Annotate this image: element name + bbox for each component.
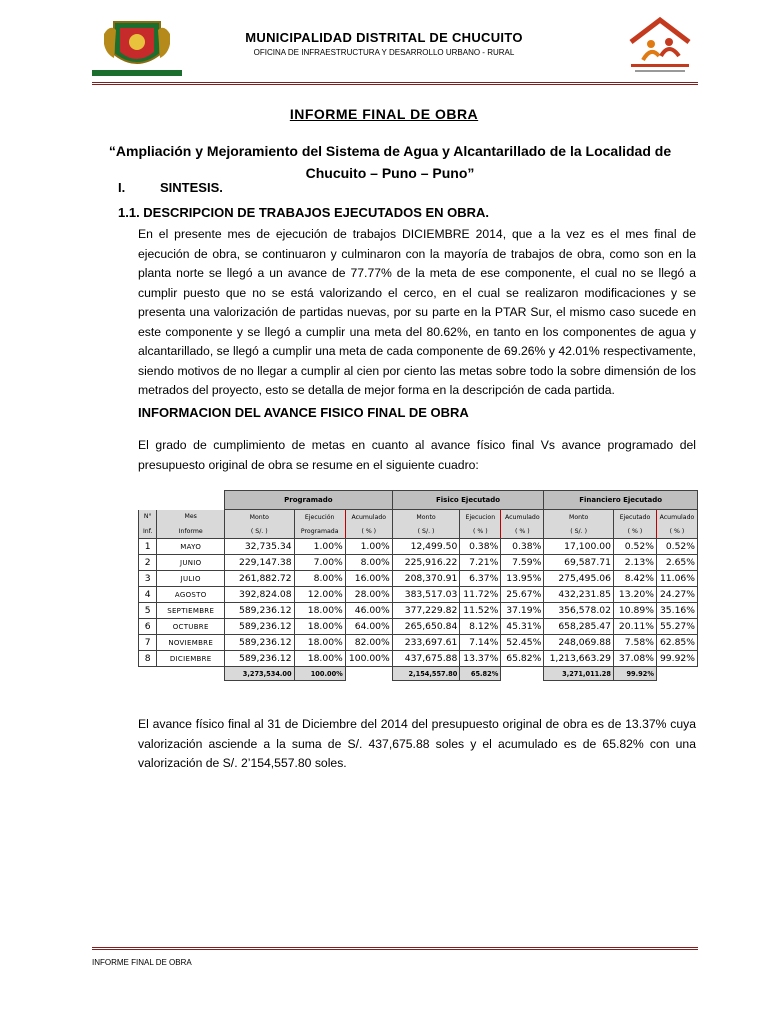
cell-na: 2.65% [656, 555, 697, 571]
cell-ne: 2.13% [613, 555, 656, 571]
cell-pm: 229,147.38 [224, 555, 294, 571]
col-f-monto: Monto [392, 510, 460, 525]
cell-mes: DICIEMBRE [157, 651, 225, 667]
cell-na: 11.06% [656, 571, 697, 587]
col-f-acum-sub: ( % ) [501, 524, 544, 539]
cell-pe: 12.00% [294, 587, 345, 603]
cell-pa: 82.00% [345, 635, 392, 651]
group-programado: Programado [224, 491, 392, 510]
cell-nm: 69,587.71 [544, 555, 614, 571]
cell-pa: 100.00% [345, 651, 392, 667]
cell-fa: 25.67% [501, 587, 544, 603]
cell-na: 0.52% [656, 539, 697, 555]
cell-pa: 46.00% [345, 603, 392, 619]
cell-nm: 1,213,663.29 [544, 651, 614, 667]
total-fisico-monto: 2,154,557.80 [392, 667, 460, 681]
cell-fm: 437,675.88 [392, 651, 460, 667]
cell-pe: 1.00% [294, 539, 345, 555]
cell-fm: 265,650.84 [392, 619, 460, 635]
header-divider [92, 82, 698, 85]
col-n-monto-sub: ( S/. ) [544, 524, 614, 539]
col-f-acum: Acumulado [501, 510, 544, 525]
cell-na: 62.85% [656, 635, 697, 651]
cell-n: 2 [139, 555, 157, 571]
totals-gap [501, 667, 544, 681]
cell-na: 35.16% [656, 603, 697, 619]
totals-row [139, 667, 698, 681]
col-n-acum: Acumulado [656, 510, 697, 525]
cell-n: 5 [139, 603, 157, 619]
col-n-acum-sub: ( % ) [656, 524, 697, 539]
cell-nm: 432,231.85 [544, 587, 614, 603]
cell-fe: 6.37% [460, 571, 501, 587]
cell-fa: 45.31% [501, 619, 544, 635]
total-programado-monto: 3,273,534.00 [224, 667, 294, 681]
cell-na: 99.92% [656, 651, 697, 667]
total-financiero-monto: 3,271,011.28 [544, 667, 614, 681]
cell-fe: 7.21% [460, 555, 501, 571]
cell-fa: 52.45% [501, 635, 544, 651]
cell-fe: 8.12% [460, 619, 501, 635]
cell-pm: 589,236.12 [224, 635, 294, 651]
cell-ne: 7.58% [613, 635, 656, 651]
table-row [139, 619, 698, 635]
total-programado-pct: 100.00% [294, 667, 345, 681]
cell-fa: 13.95% [501, 571, 544, 587]
table-row [139, 587, 698, 603]
col-p-acum-sub: ( % ) [345, 524, 392, 539]
cell-n: 7 [139, 635, 157, 651]
cell-mes: JULIO [157, 571, 225, 587]
subheading-avance: INFORMACION DEL AVANCE FISICO FINAL DE OBRA [138, 405, 469, 420]
cell-ne: 0.52% [613, 539, 656, 555]
cell-mes: SEPTIEMBRE [157, 603, 225, 619]
totals-gap [345, 667, 392, 681]
cell-ne: 10.89% [613, 603, 656, 619]
col-p-monto-sub: ( S/. ) [224, 524, 294, 539]
cell-pm: 261,882.72 [224, 571, 294, 587]
cell-ne: 20.11% [613, 619, 656, 635]
col-f-ejec: Ejecucion [460, 510, 501, 525]
table-row [139, 539, 698, 555]
cell-pa: 8.00% [345, 555, 392, 571]
cell-n: 4 [139, 587, 157, 603]
footer-text: INFORME FINAL DE OBRA [92, 958, 192, 967]
subsection-title: 1.1. DESCRIPCION DE TRABAJOS EJECUTADOS EN OBRA. [118, 205, 490, 220]
cell-ne: 8.42% [613, 571, 656, 587]
table-corner [139, 491, 225, 510]
cell-fm: 377,229.82 [392, 603, 460, 619]
project-title: “Ampliación y Mejoramiento del Sistema de Agua y Alcantarillado de la Localidad de Chucuito – Puno – Puno” [108, 143, 672, 181]
table-row [139, 651, 698, 667]
municipality-logo [92, 14, 182, 78]
col-p-monto: Monto [224, 510, 294, 525]
col-n-monto: Monto [544, 510, 614, 525]
paragraph-summary: El avance físico final al 31 de Diciembre del 2014 del presupuesto original de obra es de 13.37% cuya valorización asciende a la suma de S/. 437,675.88 soles y el acumulado es de 65.82% con una valorización de S/. 2’154,557.80 soles. [138, 717, 696, 770]
cell-fe: 11.52% [460, 603, 501, 619]
section-number: I. [118, 180, 126, 195]
cell-pe: 8.00% [294, 571, 345, 587]
cell-fa: 37.19% [501, 603, 544, 619]
cell-pa: 28.00% [345, 587, 392, 603]
cell-pe: 18.00% [294, 635, 345, 651]
cell-nm: 17,100.00 [544, 539, 614, 555]
cell-nm: 658,285.47 [544, 619, 614, 635]
cell-fa: 0.38% [501, 539, 544, 555]
municipality-name: MUNICIPALIDAD DISTRITAL DE CHUCUITO [245, 30, 523, 45]
cell-fe: 7.14% [460, 635, 501, 651]
cell-n: 6 [139, 619, 157, 635]
cell-mes: OCTUBRE [157, 619, 225, 635]
col-n-sub: Inf. [139, 524, 157, 539]
col-p-acum: Acumulado [345, 510, 392, 525]
col-p-ejec-sub: Programada [294, 524, 345, 539]
cell-n: 8 [139, 651, 157, 667]
cell-pa: 16.00% [345, 571, 392, 587]
cell-pa: 64.00% [345, 619, 392, 635]
cell-pe: 18.00% [294, 603, 345, 619]
col-p-ejec: Ejecución [294, 510, 345, 525]
cell-ne: 13.20% [613, 587, 656, 603]
cell-n: 1 [139, 539, 157, 555]
table-row [139, 571, 698, 587]
ministry-logo [625, 16, 695, 78]
cell-na: 55.27% [656, 619, 697, 635]
totals-spacer [139, 667, 225, 681]
cell-pe: 7.00% [294, 555, 345, 571]
cell-fe: 13.37% [460, 651, 501, 667]
cell-pm: 392,824.08 [224, 587, 294, 603]
cell-ne: 37.08% [613, 651, 656, 667]
cell-fm: 225,916.22 [392, 555, 460, 571]
cell-fm: 383,517.03 [392, 587, 460, 603]
cell-pe: 18.00% [294, 651, 345, 667]
cell-nm: 356,578.02 [544, 603, 614, 619]
col-n: N° [139, 510, 157, 525]
cell-fe: 0.38% [460, 539, 501, 555]
col-f-ejec-sub: ( % ) [460, 524, 501, 539]
col-f-monto-sub: ( S/. ) [392, 524, 460, 539]
cell-fm: 208,370.91 [392, 571, 460, 587]
col-mes-sub: Informe [157, 524, 225, 539]
cell-fm: 233,697.61 [392, 635, 460, 651]
office-name: OFICINA DE INFRAESTRUCTURA Y DESARROLLO URBANO - RURAL [253, 48, 515, 57]
col-mes: Mes [157, 510, 225, 525]
cell-nm: 248,069.88 [544, 635, 614, 651]
col-n-ejec-sub: ( % ) [613, 524, 656, 539]
paragraph-description: En el presente mes de ejecución de trabajos DICIEMBRE 2014, que a la vez es el mes final de ejecución de obra, se continuaron y culminaron con la mayoría de trabajos de obra, como son en la planta norte se llegó a un avance de 77.77% de la meta de ese componente, el cual no se llegó a cumplir puesto que no se está valorizando el cerco, en el cual se realizaron modificaciones y se presenta una valorización de partidas nuevas, por su parte en la PTAR Sur, el mismo caso sucede en este componente y se llegó a cumplir una meta del 80.62%, en tanto en los componentes de agua y alcantarillado, se llegó a cumplir una meta de cada componente de 69.26% y 42.01% respectivamente, siendo motivos de no llegar a cumplir al cien por ciento las metas sobre todo la sobre dimensión de los metrados del proyecto, esto se detalla de mejor forma en la descripción de cada partida. [138, 227, 696, 397]
footer-divider [92, 947, 698, 950]
table-row [139, 635, 698, 651]
cell-pm: 589,236.12 [224, 603, 294, 619]
col-n-ejec: Ejecutado [613, 510, 656, 525]
totals-gap [656, 667, 697, 681]
section-name: SINTESIS. [160, 180, 223, 195]
cell-pm: 589,236.12 [224, 651, 294, 667]
cell-mes: MAYO [157, 539, 225, 555]
document-title: INFORME FINAL DE OBRA [289, 106, 479, 122]
total-fisico-pct: 65.82% [460, 667, 501, 681]
cell-fa: 7.59% [501, 555, 544, 571]
cell-mes: NOVIEMBRE [157, 635, 225, 651]
cell-mes: AGOSTO [157, 587, 225, 603]
cell-fm: 12,499.50 [392, 539, 460, 555]
paragraph-intro-table: El grado de cumplimiento de metas en cuanto al avance físico final Vs avance programado del presupuesto original de obra se resume en el siguiente cuadro: [138, 438, 696, 472]
group-fisico: Fisico Ejecutado [392, 491, 544, 510]
progress-table [138, 490, 698, 681]
cell-pm: 32,735.34 [224, 539, 294, 555]
cell-mes: JUNIO [157, 555, 225, 571]
cell-n: 3 [139, 571, 157, 587]
total-financiero-pct: 99.92% [613, 667, 656, 681]
cell-na: 24.27% [656, 587, 697, 603]
cell-pe: 18.00% [294, 619, 345, 635]
table-row [139, 555, 698, 571]
table-row [139, 603, 698, 619]
group-financiero: Financiero Ejecutado [544, 491, 698, 510]
cell-pm: 589,236.12 [224, 619, 294, 635]
cell-fa: 65.82% [501, 651, 544, 667]
cell-nm: 275,495.06 [544, 571, 614, 587]
cell-fe: 11.72% [460, 587, 501, 603]
cell-pa: 1.00% [345, 539, 392, 555]
